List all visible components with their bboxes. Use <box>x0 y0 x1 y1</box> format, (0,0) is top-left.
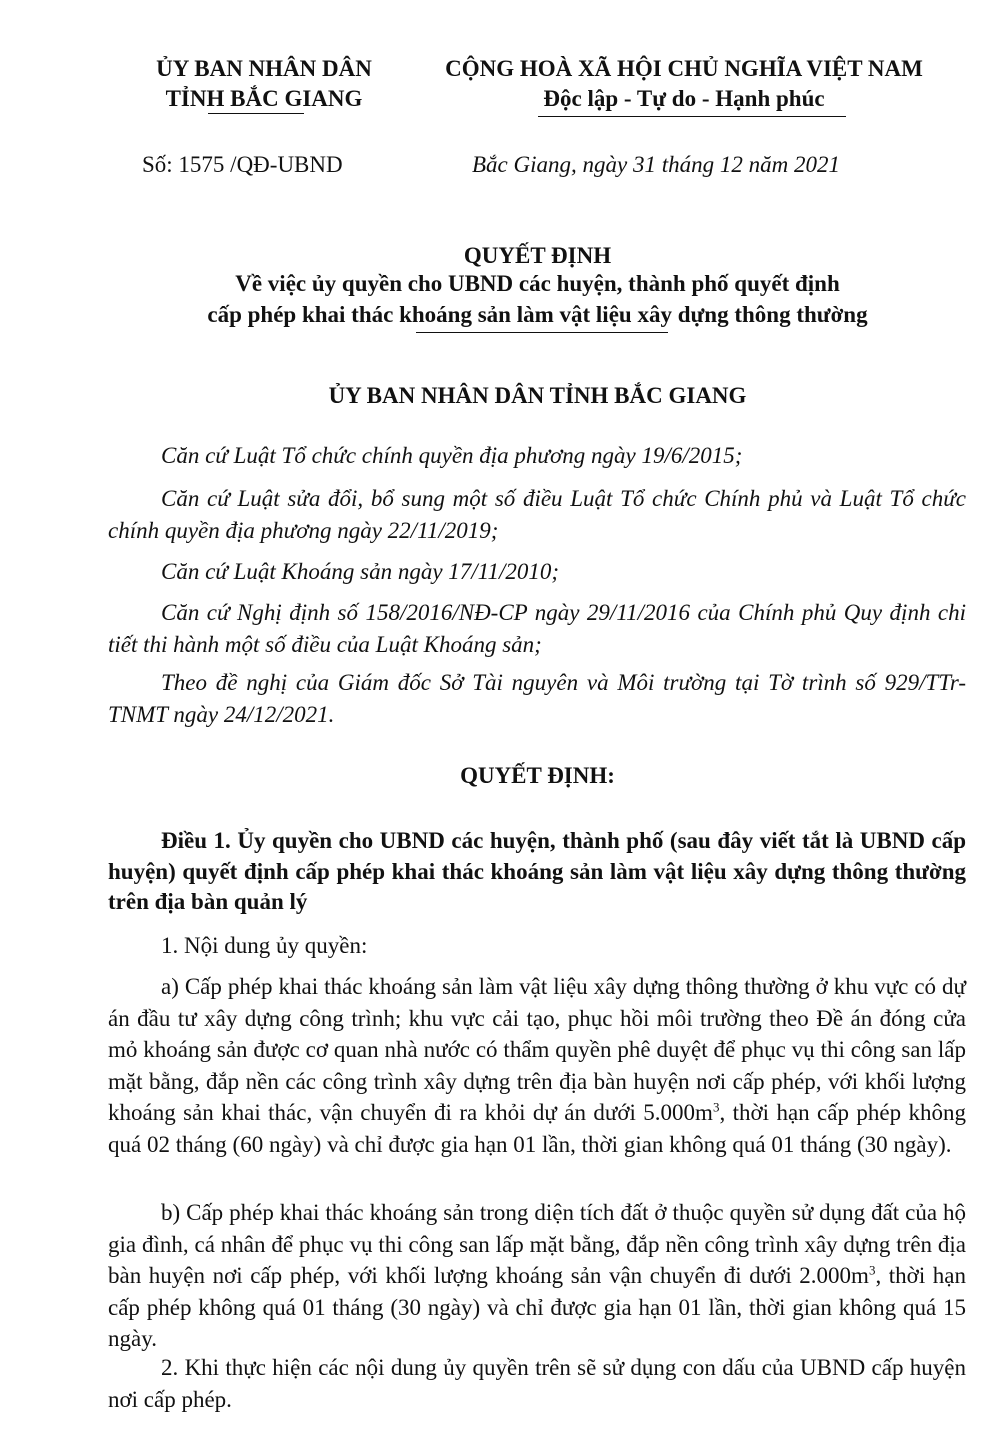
article-1-heading: . Ủy quyền cho UBND các huyện, thành phố (sau đây viết tắt là UBND cấp huyện) quyết định cấp phép khai thác khoáng sản làm vật liệu xây dựng thông thường trên địa bàn quản lý <box>108 828 967 914</box>
issue-date: Bắc Giang, ngày 31 tháng 12 năm 2021 <box>472 152 840 177</box>
item-a-text: a) Cấp phép khai thác khoáng sản làm vật liệu xây dựng thông thường ở khu vực có dự án đầu tư xây dựng công trình; khu vực cải tạo, phục hồi môi trường theo Đề án đóng cửa mỏ khoáng sản được cơ quan nhà nước có thẩm quyền phê duyệt để phục vụ thi công san lấp mặt bằng, đắp nền các công trình xây dựng trên địa bàn huyện nơi cấp phép, với khối lượng khoáng sản khai thác, vận chuyển đi ra khỏi dự án dưới 5.000m <box>108 974 966 1125</box>
article-1-item-2: 2. Khi thực hiện các nội dung ủy quyền trên sẽ sử dụng con dấu của UBND cấp huyện nơi cấp phép. <box>108 1355 966 1412</box>
motto: Độc lập - Tự do - Hạnh phúc <box>543 86 825 111</box>
national-motto <box>416 54 952 114</box>
document-subject-line1: Về việc ủy quyền cho UBND các huyện, thành phố quyết định <box>235 271 840 296</box>
item-b-text: b) Cấp phép khai thác khoáng sản trong diện tích đất ở thuộc quyền sử dụng đất của hộ gia đình, cá nhân để phục vụ thi công san lấp mặt bằng, đắp nền công trình xây dựng trên địa bàn huyện nơi cấp phép, với khối lượng khoáng sản vận chuyển đi dưới 2.000m <box>108 1200 966 1288</box>
item-b-superscript: 3 <box>868 1262 876 1278</box>
legal-basis-1: Căn cứ Luật Tổ chức chính quyền địa phương ngày 19/6/2015; <box>161 443 743 468</box>
country-name: CỘNG HOÀ XÃ HỘI CHỦ NGHĨA VIỆT NAM <box>445 56 923 81</box>
agency-line1: ỦY BAN NHÂN DÂN <box>156 56 372 81</box>
subject-underline <box>416 332 668 333</box>
decision-heading: QUYẾT ĐỊNH: <box>460 763 615 788</box>
agency-line2: TỈNH BẮC GIANG <box>165 86 363 111</box>
legal-basis-2: Căn cứ Luật sửa đổi, bổ sung một số điều Luật Tổ chức Chính phủ và Luật Tổ chức chính quyền địa phương ngày 22/11/2019; <box>108 486 966 543</box>
document-number: Số: 1575 /QĐ-UBND <box>142 152 343 177</box>
article-1-item-a <box>108 971 966 1160</box>
article-1-title <box>108 826 966 918</box>
document-subject-line2: cấp phép khai thác khoáng sản làm vật liệu xây dựng thông thường <box>207 302 868 327</box>
document-title: QUYẾT ĐỊNH <box>463 243 612 268</box>
article-1-item-1: 1. Nội dung ủy quyền: <box>161 933 368 958</box>
item-a-text-cont: , thời hạn cấp phép không quá 02 tháng (60 ngày) và chỉ được gia hạn 01 lần, thời gian không quá 01 tháng (30 ngày). <box>108 1100 966 1157</box>
agency-underline <box>208 113 304 114</box>
article-1-label: Điều 1 <box>161 828 226 853</box>
item-a-superscript: 3 <box>712 1099 720 1115</box>
item-b-text-cont: , thời hạn cấp phép không quá 01 tháng (30 ngày) và chỉ được gia hạn 01 lần, thời gian không quá 15 ngày. <box>108 1263 966 1351</box>
legal-basis-4: Căn cứ Nghị định số 158/2016/NĐ-CP ngày 29/11/2016 của Chính phủ Quy định chi tiết thi hành một số điều của Luật Khoáng sản; <box>108 600 966 657</box>
issuing-authority: ỦY BAN NHÂN DÂN TỈNH BẮC GIANG <box>328 383 747 408</box>
agency-name <box>130 54 398 114</box>
legal-basis-5: Theo đề nghị của Giám đốc Sở Tài nguyên và Môi trường tại Tờ trình số 929/TTr-TNMT ngày 24/12/2021. <box>108 670 966 727</box>
article-1-item-b <box>108 1197 966 1355</box>
legal-basis-3: Căn cứ Luật Khoáng sản ngày 17/11/2010; <box>161 559 560 584</box>
motto-underline <box>538 116 846 117</box>
